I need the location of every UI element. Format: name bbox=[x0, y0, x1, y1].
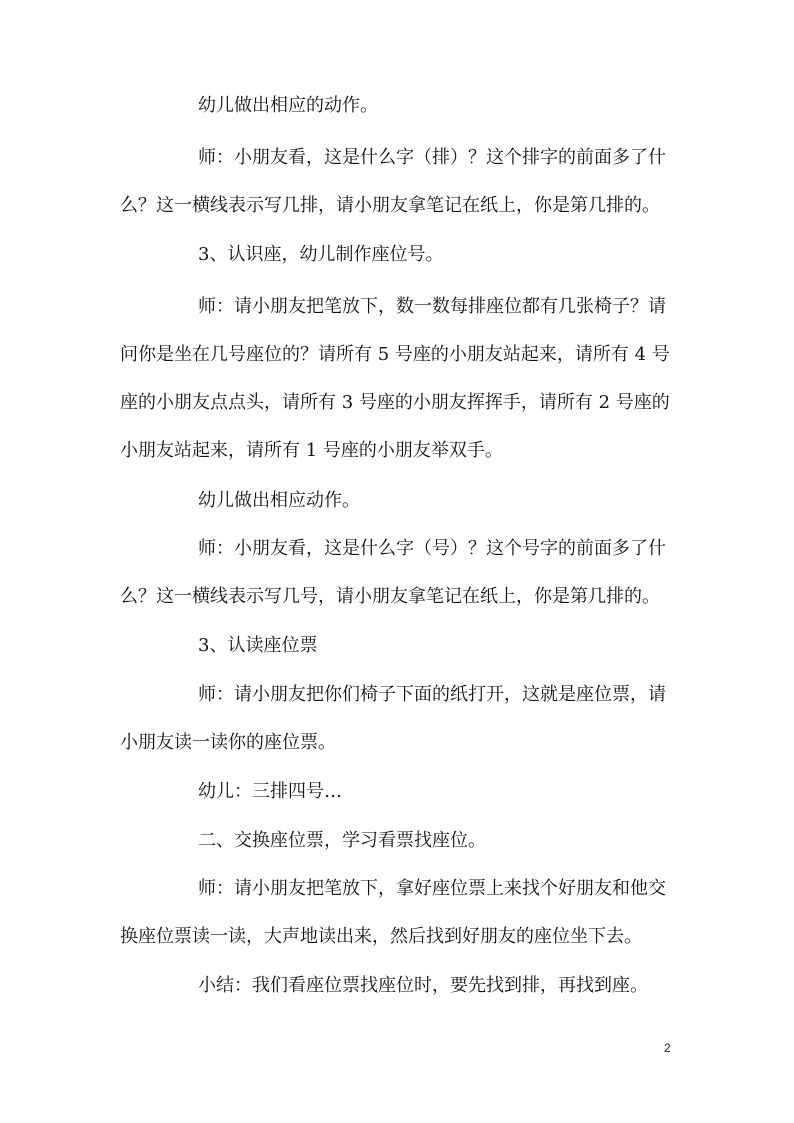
paragraph-8: 师：请小朋友把你们椅子下面的纸打开，这就是座位票，请小朋友读一读你的座位票。 bbox=[120, 684, 666, 753]
paragraph-9: 幼儿：三排四号… bbox=[198, 781, 342, 802]
paragraph-7: 3、认读座位票 bbox=[198, 635, 318, 656]
paragraph-6: 师：小朋友看，这是什么字（号）？这个号字的前面多了什么？这一横线表示写几号，请小朋友拿笔记在纸上，你是第几排的。 bbox=[120, 538, 666, 607]
page-number: 2 bbox=[664, 1041, 671, 1055]
paragraph-2: 师：小朋友看，这是什么字（排）？这个排字的前面多了什么？这一横线表示写几排，请小朋友拿笔记在纸上，你是第几排的。 bbox=[120, 147, 666, 216]
paragraph-11: 师：请小朋友把笔放下，拿好座位票上来找个好朋友和他交换座位票读一读，大声地读出来，然后找到好朋友的座位坐下去。 bbox=[120, 878, 666, 947]
paragraph-12: 小结：我们看座位票找座位时，要先找到排，再找到座。 bbox=[198, 975, 648, 996]
paragraph-10: 二、交换座位票，学习看票找座位。 bbox=[198, 830, 486, 851]
paragraph-4: 师：请小朋友把笔放下，数一数每排座位都有几张椅子？请问你是坐在几号座位的？请所有 5 号座的小朋友站起来，请所有 4 号座的小朋友点点头，请所有 3 号座的小朋友挥挥手，请所有 2 号座的小朋友站起来，请所有 1 号座的小朋友举双手。 bbox=[120, 296, 670, 461]
paragraph-5: 幼儿做出相应动作。 bbox=[198, 490, 360, 511]
paragraph-3: 3、认识座，幼儿制作座位号。 bbox=[198, 244, 444, 265]
paragraph-1: 幼儿做出相应的动作。 bbox=[198, 95, 378, 116]
